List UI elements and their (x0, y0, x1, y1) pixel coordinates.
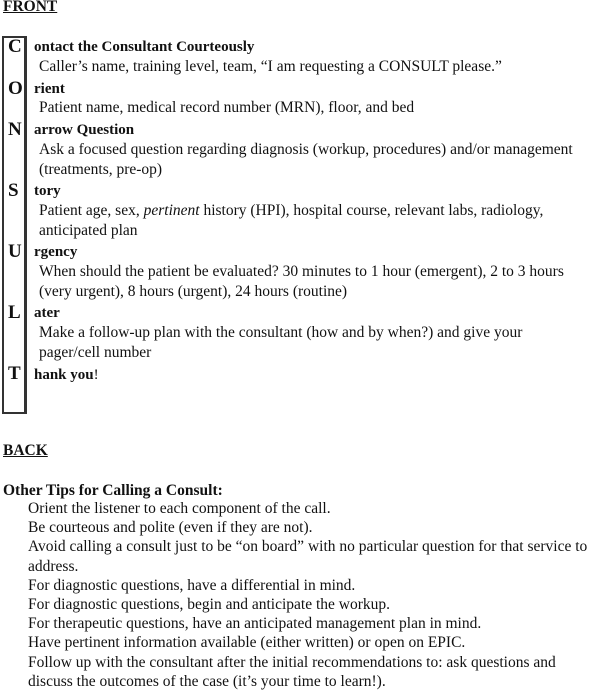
letter-s: S (8, 180, 19, 201)
item-s-heading: tory (34, 183, 61, 199)
letter-l: L (8, 302, 21, 323)
item-s-description (39, 201, 587, 241)
item-t-heading-text: hank you (34, 367, 94, 383)
item-l-description: Make a follow-up plan with the consultant (how and by when?) and give your pager/cell number (39, 324, 523, 361)
item-c-heading: ontact the Consultant Courteously (34, 39, 255, 55)
tips-list (28, 499, 594, 691)
back-heading: BACK (3, 442, 48, 459)
item-u-heading: rgency (34, 244, 78, 260)
tip-item: For diagnostic questions, begin and anticipate the workup. (28, 596, 391, 614)
letter-c: C (8, 36, 22, 57)
tip-item: Follow up with the consultant after the initial recommendations to: ask questions and discuss the outcomes of the case (it’s your time to learn!). (28, 653, 556, 690)
tip-item: Avoid calling a consult just to be “on board” with no particular question for that service to address. (28, 538, 588, 575)
letter-u: U (8, 241, 22, 262)
item-s-desc-emphasis: pertinent (143, 202, 200, 219)
item-o-heading: rient (34, 81, 65, 97)
tip-item: Have pertinent information available (either written) or open on EPIC. (28, 634, 466, 652)
tip-item: Orient the listener to each component of the call. (28, 500, 331, 517)
item-s-desc-part2: history (HPI), hospital course, relevant labs, radiology, anticipated plan (39, 202, 544, 239)
tip-item: For therapeutic questions, have an anticipated management plan in mind. (28, 615, 482, 633)
item-l-heading: ater (34, 305, 60, 321)
front-heading: FRONT (3, 0, 58, 15)
letter-t: T (8, 363, 21, 384)
item-u-description: When should the patient be evaluated? 30 minutes to 1 hour (emergent), 2 to 3 hours (very urgent), 8 hours (urgent), 24 hours (routine) (39, 263, 564, 300)
item-o-description: Patient name, medical record number (MRN), floor, and bed (39, 99, 415, 116)
item-s-desc-part1: Patient age, sex, (39, 202, 144, 219)
tip-item: Be courteous and polite (even if they are not). (28, 519, 313, 537)
item-t-exclamation: ! (93, 367, 99, 383)
item-c-description: Caller’s name, training level, team, “I am requesting a CONSULT please.” (39, 58, 502, 75)
item-n-heading: arrow Question (34, 122, 135, 138)
tips-heading: Other Tips for Calling a Consult: (3, 482, 223, 499)
letter-n: N (8, 119, 22, 140)
item-n-description: Ask a focused question regarding diagnosis (workup, procedures) and/or management (treatments, pre-op) (39, 141, 573, 178)
item-t-heading (34, 366, 99, 384)
letter-o: O (8, 78, 23, 99)
tip-item: For diagnostic questions, have a differential in mind. (28, 576, 356, 594)
